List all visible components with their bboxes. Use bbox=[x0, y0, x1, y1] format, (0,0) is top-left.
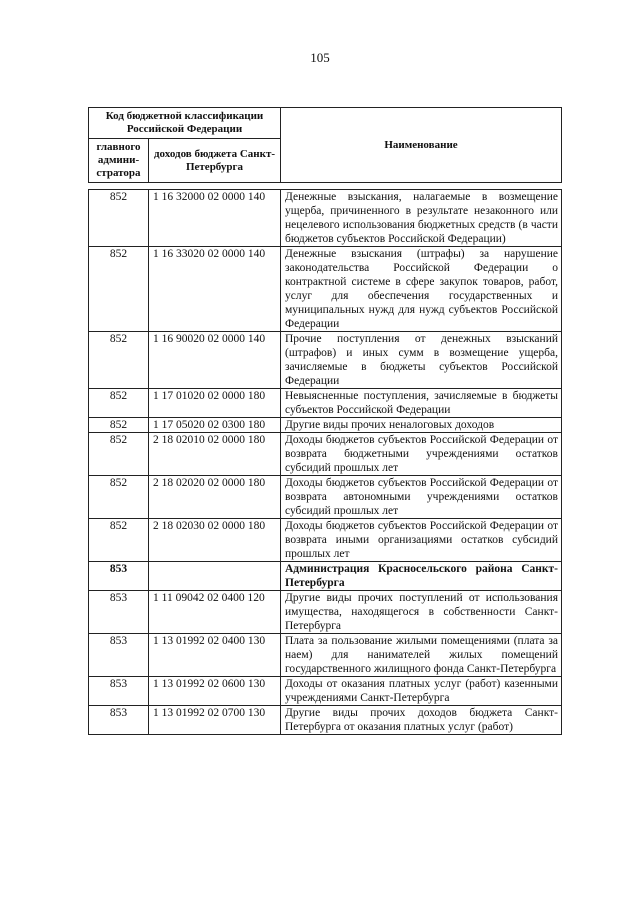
row-admin-code: 852 bbox=[89, 418, 149, 433]
row-income-code: 2 18 02020 02 0000 180 bbox=[149, 476, 281, 519]
table-row bbox=[89, 519, 562, 562]
row-admin-code: 853 bbox=[89, 677, 149, 706]
table-row bbox=[89, 418, 562, 433]
table-row bbox=[89, 562, 562, 591]
row-admin-code: 853 bbox=[89, 562, 149, 591]
row-name: Доходы от оказания платных услуг (работ) казенными учреждениями Санкт-Петербурга bbox=[281, 677, 562, 706]
table-header bbox=[88, 107, 562, 183]
table-row bbox=[89, 706, 562, 735]
table-row bbox=[89, 332, 562, 389]
table-row bbox=[89, 476, 562, 519]
row-admin-code: 852 bbox=[89, 519, 149, 562]
row-admin-code: 853 bbox=[89, 706, 149, 735]
row-admin-code: 852 bbox=[89, 389, 149, 418]
row-admin-code: 853 bbox=[89, 634, 149, 677]
table-row bbox=[89, 634, 562, 677]
row-name: Прочие поступления от денежных взысканий (штрафов) и иных сумм в возмещение ущерба, зачисляемые в бюджеты субъектов Российской Федерации bbox=[281, 332, 562, 389]
table-row bbox=[89, 247, 562, 332]
row-income-code: 2 18 02010 02 0000 180 bbox=[149, 433, 281, 476]
row-income-code: 1 11 09042 02 0400 120 bbox=[149, 591, 281, 634]
row-admin-code: 852 bbox=[89, 476, 149, 519]
row-admin-code: 852 bbox=[89, 433, 149, 476]
page-number: 105 bbox=[310, 50, 330, 65]
row-admin-code: 853 bbox=[89, 591, 149, 634]
budget-table bbox=[88, 189, 562, 735]
table-row bbox=[89, 591, 562, 634]
row-income-code: 1 17 01020 02 0000 180 bbox=[149, 389, 281, 418]
table-row bbox=[89, 389, 562, 418]
row-name: Доходы бюджетов субъектов Российской Федерации от возврата иными организациями остатков субсидий прошлых лет bbox=[281, 519, 562, 562]
row-name: Доходы бюджетов субъектов Российской Федерации от возврата бюджетными учреждениями остатков субсидий прошлых лет bbox=[281, 433, 562, 476]
row-admin-code: 852 bbox=[89, 247, 149, 332]
row-name: Денежные взыскания (штрафы) за нарушение законодательства Российской Федерации о контрактной системе в сфере закупок товаров, работ, услуг для обеспечения государственных и муниципальных нужд для нужд субъектов Российской Федерации bbox=[281, 247, 562, 332]
row-income-code: 1 16 32000 02 0000 140 bbox=[149, 190, 281, 247]
table-row bbox=[89, 190, 562, 247]
row-name: Денежные взыскания, налагаемые в возмещение ущерба, причиненного в результате незаконного или нецелевого использования бюджетных средств (в части бюджетов субъектов Российской Федерации) bbox=[281, 190, 562, 247]
row-name: Другие виды прочих поступлений от использования имущества, находящегося в собственности Санкт-Петербурга bbox=[281, 591, 562, 634]
row-income-code: 1 13 01992 02 0700 130 bbox=[149, 706, 281, 735]
header-name: Наименование bbox=[281, 108, 562, 183]
row-name: Администрация Красносельского района Санкт-Петербурга bbox=[281, 562, 562, 591]
header-admin: главного админи-стратора bbox=[89, 139, 149, 183]
row-income-code: 1 16 33020 02 0000 140 bbox=[149, 247, 281, 332]
row-admin-code: 852 bbox=[89, 190, 149, 247]
row-name: Невыясненные поступления, зачисляемые в бюджеты субъектов Российской Федерации bbox=[281, 389, 562, 418]
row-name: Плата за пользование жилыми помещениями (плата за наем) для нанимателей жилых помещений государственного жилищного фонда Санкт-Петербурга bbox=[281, 634, 562, 677]
header-group-title: Код бюджетной классификации Российской Федерации bbox=[89, 108, 281, 139]
table-row bbox=[89, 433, 562, 476]
row-name: Доходы бюджетов субъектов Российской Федерации от возврата автономными учреждениями остатков субсидий прошлых лет bbox=[281, 476, 562, 519]
row-income-code: 1 16 90020 02 0000 140 bbox=[149, 332, 281, 389]
row-income-code: 1 13 01992 02 0400 130 bbox=[149, 634, 281, 677]
header-income: доходов бюджета Санкт-Петербурга bbox=[149, 139, 281, 183]
table-row bbox=[89, 677, 562, 706]
row-income-code: 1 17 05020 02 0300 180 bbox=[149, 418, 281, 433]
row-name: Другие виды прочих доходов бюджета Санкт-Петербурга от оказания платных услуг (работ) bbox=[281, 706, 562, 735]
row-income-code bbox=[149, 562, 281, 591]
row-income-code: 1 13 01992 02 0600 130 bbox=[149, 677, 281, 706]
row-admin-code: 852 bbox=[89, 332, 149, 389]
row-name: Другие виды прочих неналоговых доходов bbox=[281, 418, 562, 433]
row-income-code: 2 18 02030 02 0000 180 bbox=[149, 519, 281, 562]
